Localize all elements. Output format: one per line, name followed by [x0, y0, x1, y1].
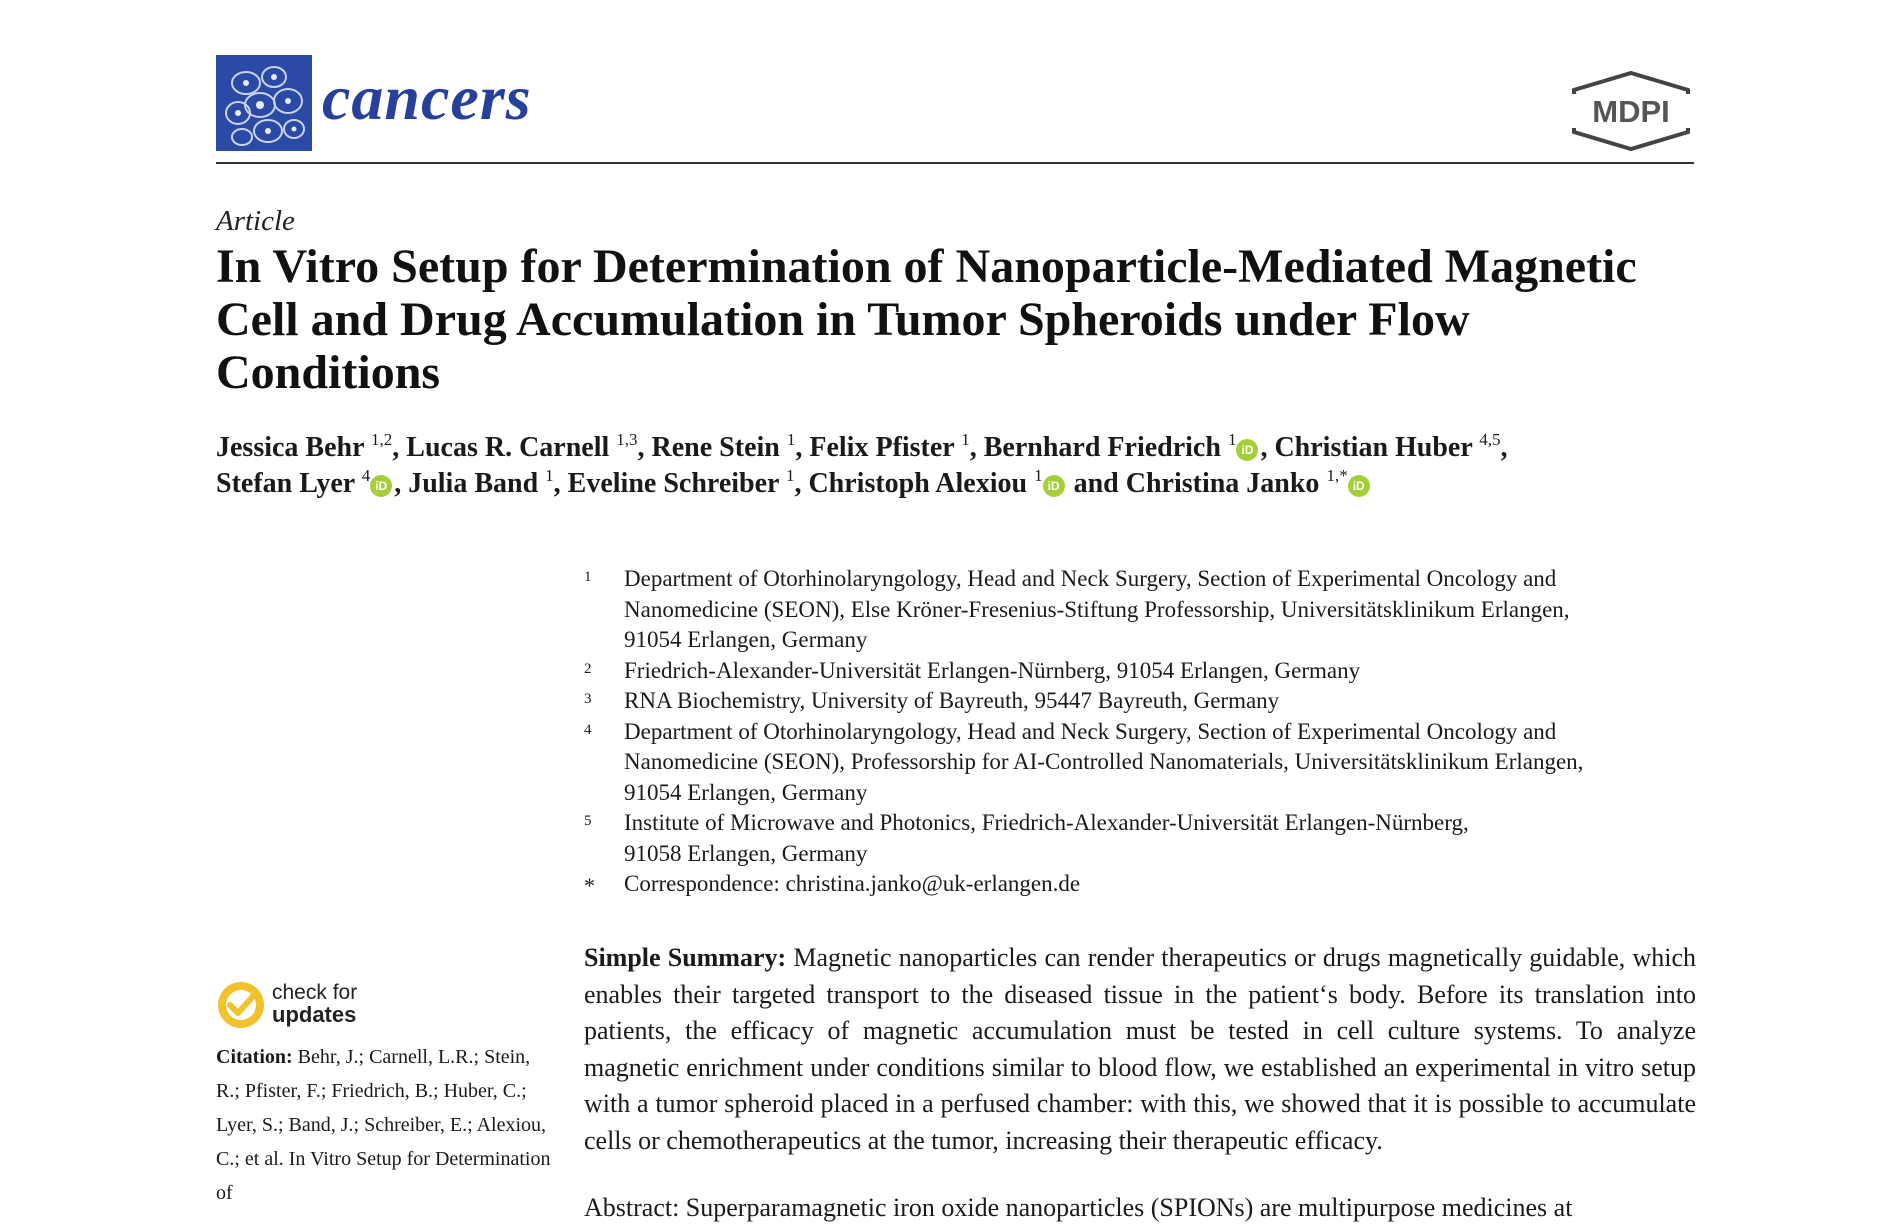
- author-affiliation-sup: 4,5: [1479, 430, 1501, 449]
- author-separator: ,: [392, 432, 407, 463]
- author-affiliation-sup: 1: [785, 466, 795, 485]
- affiliation-marker: 2: [584, 660, 592, 677]
- abstract-fragment: Abstract: Superparamagnetic iron oxide nanoparticles (SPIONs) are multipurpose medicines at: [584, 1193, 1573, 1222]
- affiliation-item: [584, 869, 1694, 900]
- author-affiliation-sup: 1: [786, 430, 796, 449]
- author-affiliation-sup: 1: [545, 466, 554, 485]
- affiliation-line: Nanomedicine (SEON), Else Kröner-Fresenius-Stiftung Professorship, Universitätsklinikum Erlangen,: [624, 596, 1570, 622]
- affiliation-item: [584, 686, 1694, 717]
- affiliation-line: Institute of Microwave and Photonics, Friedrich-Alexander-Universität Erlangen-Nürnberg,: [624, 810, 1469, 835]
- check-updates-line1: check for: [272, 981, 358, 1004]
- affiliation-item: [584, 564, 1694, 656]
- affiliation-line: 91058 Erlangen, Germany: [624, 840, 868, 866]
- affiliation-line: Friedrich-Alexander-Universität Erlangen-Nürnberg, 91054 Erlangen, Germany: [624, 657, 1361, 683]
- author-name[interactable]: Stefan Lyer: [216, 468, 355, 499]
- check-updates-label: [272, 982, 357, 1026]
- author-affiliation-sup: 1,*: [1326, 466, 1348, 485]
- affiliation-marker: 4: [584, 721, 592, 738]
- affiliation-line: 91054 Erlangen, Germany: [624, 627, 868, 652]
- orcid-icon[interactable]: iD: [1348, 475, 1370, 497]
- affiliation-list: [584, 564, 1694, 900]
- author-name[interactable]: Julia Band: [408, 468, 539, 499]
- affiliation-marker: *: [584, 873, 595, 898]
- author-name[interactable]: Christina Janko: [1125, 468, 1320, 499]
- author-separator: and: [1066, 468, 1126, 499]
- author-separator: ,: [553, 468, 568, 499]
- affiliation-marker: 1: [584, 569, 592, 585]
- affiliation-marker: 3: [584, 691, 592, 707]
- affiliation-item: [584, 656, 1694, 687]
- author-name[interactable]: Rene Stein: [651, 432, 780, 463]
- article-title: In Vitro Setup for Determination of Nanoparticle-Mediated Magnetic Cell and Drug Accumulation in Tumor Spheroids under Flow Conditions: [216, 240, 1637, 399]
- simple-summary-label: Simple Summary:: [584, 943, 787, 972]
- affiliation-item: [584, 717, 1694, 809]
- citation-text: Behr, J.; Carnell, L.R.; Stein, R.; Pfister, F.; Friedrich, B.; Huber, C.; Lyer, S.; Band, J.; Schreiber, E.; Alexiou, C.; et al. In Vitro Setup for Determination of: [216, 1046, 551, 1204]
- orcid-icon[interactable]: iD: [1043, 475, 1065, 497]
- author-affiliation-sup: 1,2: [371, 430, 393, 449]
- affiliation-line: Nanomedicine (SEON), Professorship for AI-Controlled Nanomaterials, Universitätsklinikum Erlangen,: [624, 749, 1584, 774]
- citation: [216, 1040, 556, 1210]
- author-affiliation-sup: 1,3: [616, 430, 638, 449]
- author-separator: ,: [637, 432, 652, 463]
- affiliation-line[interactable]: Correspondence: christina.janko@uk-erlangen.de: [624, 871, 1081, 896]
- header-divider: [216, 162, 1694, 164]
- author-name[interactable]: Jessica Behr: [216, 432, 365, 463]
- author-separator: ,: [795, 432, 810, 463]
- citation-label: Citation:: [216, 1046, 293, 1068]
- affiliation-line: Department of Otorhinolaryngology, Head and Neck Surgery, Section of Experimental Oncology and: [624, 566, 1557, 591]
- orcid-icon[interactable]: iD: [370, 475, 392, 497]
- author-name[interactable]: Eveline Schreiber: [567, 468, 779, 499]
- author-name[interactable]: Christian Huber: [1274, 432, 1473, 463]
- publisher-logo-icon[interactable]: [1566, 70, 1696, 152]
- author-name[interactable]: Felix Pfister: [809, 432, 955, 463]
- article-type: Article: [216, 205, 295, 237]
- affiliation-line: RNA Biochemistry, University of Bayreuth, 95447 Bayreuth, Germany: [624, 688, 1280, 713]
- author-separator: ,: [1260, 432, 1275, 463]
- author-affiliation-sup: 1: [961, 430, 970, 449]
- orcid-icon[interactable]: iD: [1236, 439, 1258, 461]
- affiliation-item: [584, 808, 1694, 869]
- author-separator: ,: [969, 432, 984, 463]
- affiliation-line: 91054 Erlangen, Germany: [624, 779, 868, 805]
- journal-logo-icon[interactable]: [216, 55, 312, 151]
- affiliation-line: Department of Otorhinolaryngology, Head and Neck Surgery, Section of Experimental Oncology and: [624, 718, 1557, 744]
- affiliation-marker: 5: [584, 813, 592, 829]
- author-separator: ,: [794, 468, 809, 499]
- author-name[interactable]: Bernhard Friedrich: [983, 432, 1221, 463]
- author-list: [216, 430, 1696, 502]
- check-updates-line2: updates: [272, 1002, 357, 1027]
- check-updates-icon: [216, 980, 266, 1030]
- author-name[interactable]: Lucas R. Carnell: [406, 432, 610, 463]
- author-separator: ,: [394, 468, 409, 499]
- author-affiliation-sup: 1: [1034, 466, 1043, 485]
- author-name[interactable]: Christoph Alexiou: [808, 468, 1028, 499]
- journal-name[interactable]: cancers: [322, 62, 532, 133]
- publisher-name: MDPI: [1592, 94, 1670, 129]
- author-affiliation-sup: 4: [361, 466, 371, 485]
- simple-summary: [584, 940, 1696, 1160]
- simple-summary-text: Magnetic nanoparticles can render therapeutics or drugs magnetically guidable, which enables their targeted transport to the diseased tissue in the patient‘s body. Before its translation into patients, the efficacy of magnetic accumulation must be tested in cell culture systems. To analyze magnetic enrichment under conditions similar to blood flow, we established an experimental in vitro setup with a tumor spheroid placed in a perfused chamber: with this, we showed that it is possible to accumulate cells or chemotherapeutics at the tumor, increasing their therapeutic efficacy.: [584, 943, 1696, 1155]
- author-separator: ,: [1500, 432, 1515, 463]
- author-affiliation-sup: 1: [1227, 430, 1237, 449]
